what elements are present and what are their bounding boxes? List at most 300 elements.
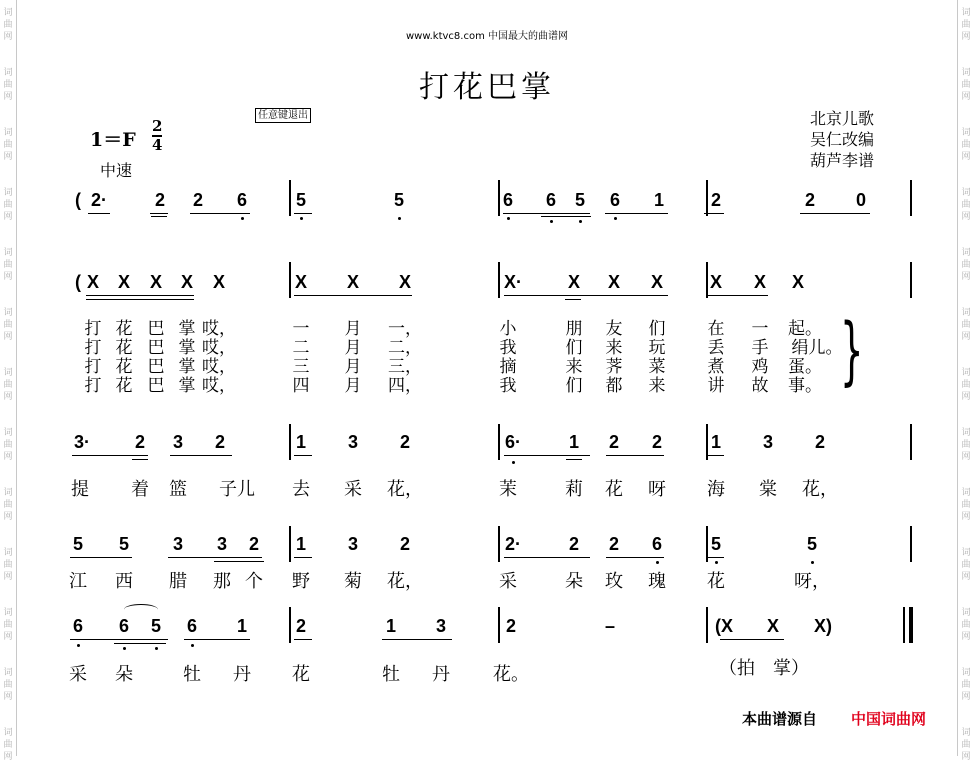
lyric: 呀， — [794, 571, 830, 592]
note: 5 — [710, 534, 722, 554]
lyric: 去 — [292, 479, 310, 500]
watermark-char: 曲 — [3, 260, 13, 270]
note: 6 — [609, 190, 621, 210]
verse-lyric: 小 — [499, 319, 517, 339]
verse-lyric: 都 — [605, 376, 623, 396]
note: 2 — [399, 432, 411, 452]
verse-lyric: 起。 — [788, 319, 822, 339]
verse-lyric: 煮 — [707, 357, 725, 377]
octave-dot — [507, 217, 510, 220]
verse-lyric: 事。 — [788, 376, 822, 396]
beam — [720, 639, 784, 640]
beam — [294, 557, 312, 558]
site-header: www.ktvc8.com 中国最大的曲谱网 — [405, 31, 568, 42]
lyric: 朵 — [115, 664, 133, 685]
beam — [190, 213, 250, 214]
clap-note: X — [149, 272, 163, 292]
verse-lyric: 一 — [292, 319, 310, 339]
note: 2 — [214, 432, 226, 452]
verse-lyric: 哎， — [202, 319, 236, 339]
barline — [910, 526, 912, 562]
tempo-marking: 中速 — [100, 161, 133, 180]
verse-lyric: 绢儿。 — [791, 338, 843, 358]
watermark-char: 曲 — [961, 440, 971, 450]
lyric: 篮 — [169, 479, 187, 500]
verse-lyric: 我 — [499, 376, 517, 396]
lyric: 海 — [707, 479, 725, 500]
note: 2 — [568, 534, 580, 554]
beam — [606, 455, 664, 456]
verse-lyric: 朋 — [565, 319, 583, 339]
octave-dot — [715, 561, 718, 564]
time-signature-bottom: 4 — [152, 136, 163, 154]
verse-brace: } — [840, 308, 864, 394]
octave-dot — [398, 217, 401, 220]
lyric: 花， — [387, 479, 423, 500]
note: 2 — [399, 534, 411, 554]
final-barline-thick — [909, 607, 913, 643]
lyric: 牡 — [382, 664, 400, 685]
watermark-char: 词 — [961, 248, 971, 258]
watermark-char: 曲 — [961, 80, 971, 90]
verse-lyric: 来 — [565, 357, 583, 377]
watermark-char: 曲 — [961, 680, 971, 690]
verse-lyric: 掌 — [178, 357, 196, 377]
barline — [289, 424, 291, 460]
beam — [294, 213, 312, 214]
note: 6 — [72, 616, 84, 636]
clap-note: X — [650, 272, 664, 292]
verse-lyric: 二， — [388, 338, 422, 358]
verse-lyric: 月 — [344, 376, 362, 396]
beam — [541, 216, 591, 217]
verse-lyric: 打 — [84, 338, 102, 358]
barline — [498, 424, 500, 460]
verse-lyric: 摘 — [499, 357, 517, 377]
beam — [151, 216, 167, 217]
watermark-char: 网 — [3, 512, 13, 522]
lyric: 子儿 — [219, 479, 255, 500]
watermark-char: 曲 — [961, 140, 971, 150]
barline — [706, 424, 708, 460]
watermark-char: 曲 — [3, 320, 13, 330]
lyric: 采 — [69, 664, 87, 685]
verse-lyric: 花 — [115, 357, 133, 377]
verse-lyric: 菜 — [648, 357, 666, 377]
note: 3 — [347, 432, 359, 452]
note: – — [604, 616, 616, 636]
lyric: 采 — [499, 571, 517, 592]
verse-lyric: 一， — [388, 319, 422, 339]
verse-lyric: 哎， — [202, 338, 236, 358]
barline — [498, 607, 500, 643]
watermark-char: 词 — [3, 188, 13, 198]
watermark-char: 词 — [961, 188, 971, 198]
clap-note: X — [117, 272, 131, 292]
lyric: 野 — [292, 571, 310, 592]
note: 2 — [814, 432, 826, 452]
credit-line: 吴仁改编 — [810, 130, 875, 149]
note: 1 — [295, 534, 307, 554]
note: 1 — [385, 616, 397, 636]
clap-note: X — [753, 272, 767, 292]
lyric: 玫 — [605, 571, 623, 592]
clap-note: X — [398, 272, 412, 292]
verse-lyric: 打 — [84, 357, 102, 377]
clap-note: X — [294, 272, 308, 292]
barline — [706, 526, 708, 562]
verse-lyric: 哎， — [202, 357, 236, 377]
note: 3 — [762, 432, 774, 452]
lyric: 牡 — [183, 664, 201, 685]
clap-note: X — [791, 272, 805, 292]
note: ( — [75, 190, 81, 210]
watermark-char: 词 — [961, 488, 971, 498]
watermark-char: 网 — [3, 92, 13, 102]
barline — [289, 180, 291, 216]
song-title: 打花巴掌 — [419, 70, 555, 105]
watermark-char: 词 — [961, 548, 971, 558]
octave-dot — [512, 461, 515, 464]
watermark-char: 网 — [961, 632, 971, 642]
watermark-char: 曲 — [961, 620, 971, 630]
watermark-char: 曲 — [3, 140, 13, 150]
verse-lyric: 巴 — [147, 319, 165, 339]
barline — [706, 262, 708, 298]
note: 2 — [154, 190, 166, 210]
note: 5 — [574, 190, 586, 210]
beam — [566, 459, 582, 460]
note: X) — [814, 616, 832, 636]
note: 1 — [236, 616, 248, 636]
watermark-char: 词 — [3, 308, 13, 318]
note: 2 — [192, 190, 204, 210]
watermark-char: 词 — [3, 608, 13, 618]
octave-dot — [656, 561, 659, 564]
note: 2 — [710, 190, 722, 210]
lyric: 茉 — [499, 479, 517, 500]
watermark-char: 网 — [3, 272, 13, 282]
watermark-char: 网 — [961, 392, 971, 402]
watermark-char: 网 — [961, 272, 971, 282]
clap-note: X — [180, 272, 194, 292]
beam — [86, 299, 194, 300]
beam — [184, 639, 250, 640]
time-signature — [152, 118, 162, 154]
note: 2· — [504, 534, 522, 554]
note: 3 — [172, 534, 184, 554]
watermark-char: 曲 — [3, 740, 13, 750]
verse-lyric: 故 — [751, 376, 769, 396]
note: 5 — [393, 190, 405, 210]
lyric: 花 — [605, 479, 623, 500]
note: 1 — [295, 432, 307, 452]
beam — [504, 557, 590, 558]
beam — [114, 643, 166, 644]
watermark-char: 词 — [3, 488, 13, 498]
watermark-char: 词 — [961, 608, 971, 618]
barline — [706, 607, 708, 643]
beam — [382, 639, 452, 640]
verse-lyric: 月 — [344, 338, 362, 358]
lyric: 棠 — [759, 479, 777, 500]
watermark-char: 词 — [961, 308, 971, 318]
verse-lyric: 打 — [84, 376, 102, 396]
octave-dot — [550, 220, 553, 223]
watermark-char: 曲 — [961, 560, 971, 570]
watermark-char: 词 — [3, 428, 13, 438]
verse-lyric: 月 — [344, 319, 362, 339]
clap-note: X — [212, 272, 226, 292]
verse-lyric: 二 — [292, 338, 310, 358]
lyric: 花 — [707, 571, 725, 592]
note: 2 — [608, 534, 620, 554]
watermark-char: 曲 — [961, 200, 971, 210]
watermark-char: 网 — [961, 752, 971, 762]
watermark-char: 网 — [3, 632, 13, 642]
watermark-char: 词 — [961, 728, 971, 738]
verse-lyric: 三 — [292, 357, 310, 377]
note: 1 — [568, 432, 580, 452]
exit-button[interactable]: 任意键退出 — [255, 108, 311, 123]
watermark-char: 网 — [961, 452, 971, 462]
verse-lyric: 掌 — [178, 376, 196, 396]
note: 3 — [435, 616, 447, 636]
note: 2 — [804, 190, 816, 210]
watermark-char: 网 — [3, 32, 13, 42]
note: 5 — [72, 534, 84, 554]
watermark-char: 曲 — [3, 680, 13, 690]
watermark-char: 网 — [3, 212, 13, 222]
clap-note: X· — [504, 272, 522, 292]
clap-note: ( — [75, 272, 81, 292]
note: 1 — [710, 432, 722, 452]
watermark-char: 词 — [961, 368, 971, 378]
barline — [910, 262, 912, 298]
octave-dot — [811, 561, 814, 564]
watermark-char: 词 — [3, 728, 13, 738]
note: 2 — [295, 616, 307, 636]
watermark-char: 曲 — [961, 260, 971, 270]
barline — [910, 424, 912, 460]
octave-dot — [155, 647, 158, 650]
watermark-char: 网 — [961, 212, 971, 222]
note: 6 — [186, 616, 198, 636]
verse-lyric: 巴 — [147, 376, 165, 396]
verse-lyric: 四 — [292, 376, 310, 396]
note: X — [766, 616, 780, 636]
lyric: 莉 — [565, 479, 583, 500]
verse-lyric: 花 — [115, 376, 133, 396]
key-signature: 1＝F — [90, 129, 136, 151]
barline — [289, 607, 291, 643]
lyric: 着 — [131, 479, 149, 500]
octave-dot — [77, 644, 80, 647]
watermark-char: 网 — [961, 512, 971, 522]
note: 3 — [216, 534, 228, 554]
barline — [289, 262, 291, 298]
watermark-char: 词 — [3, 248, 13, 258]
verse-lyric: 们 — [565, 338, 583, 358]
verse-lyric: 掌 — [178, 319, 196, 339]
note: 6· — [504, 432, 522, 452]
beam — [72, 455, 148, 456]
verse-lyric: 们 — [565, 376, 583, 396]
watermark-char: 网 — [961, 92, 971, 102]
verse-lyric: 一 — [751, 319, 769, 339]
watermark-char: 曲 — [961, 500, 971, 510]
watermark-char: 网 — [961, 692, 971, 702]
beam — [88, 213, 110, 214]
note: 6 — [502, 190, 514, 210]
verse-lyric: 友 — [605, 319, 623, 339]
barline — [498, 262, 500, 298]
note: (X — [715, 616, 733, 636]
credits — [810, 108, 874, 171]
verse-lyric: 在 — [707, 319, 725, 339]
barline — [910, 180, 912, 216]
clap-note: X — [709, 272, 723, 292]
beam — [70, 639, 168, 640]
watermark-char: 词 — [3, 368, 13, 378]
beam — [214, 561, 264, 562]
verse-lyric: 花 — [115, 338, 133, 358]
beam — [565, 299, 581, 300]
watermark-char: 网 — [3, 152, 13, 162]
lyric: 腊 — [169, 571, 187, 592]
beam — [294, 455, 312, 456]
note: 1 — [653, 190, 665, 210]
clap-note: X — [607, 272, 621, 292]
watermark-char: 曲 — [3, 200, 13, 210]
octave-dot — [300, 217, 303, 220]
verse-lyric: 巴 — [147, 338, 165, 358]
note: 6 — [545, 190, 557, 210]
beam — [150, 213, 168, 214]
clap-note: X — [567, 272, 581, 292]
beam — [294, 295, 412, 296]
watermark-char: 网 — [3, 392, 13, 402]
watermark-char: 词 — [3, 548, 13, 558]
verse-lyric: 来 — [648, 376, 666, 396]
beam — [606, 557, 664, 558]
lyric: 那 — [213, 571, 231, 592]
octave-dot — [123, 647, 126, 650]
note: 3 — [347, 534, 359, 554]
credit-line: 北京儿歌 — [810, 109, 875, 128]
watermark-char: 词 — [961, 8, 971, 18]
time-signature-top: 2 — [152, 117, 163, 135]
watermark-char: 曲 — [3, 560, 13, 570]
clap-note: X — [346, 272, 360, 292]
verse-lyric: 蛋。 — [788, 357, 822, 377]
beam — [86, 295, 194, 296]
barline — [289, 526, 291, 562]
watermark-char: 网 — [3, 452, 13, 462]
octave-dot — [241, 217, 244, 220]
beam — [294, 639, 312, 640]
watermark-char: 词 — [3, 8, 13, 18]
watermark-char: 曲 — [3, 440, 13, 450]
watermark-char: 词 — [961, 68, 971, 78]
footer-label: 本曲谱源自 — [742, 710, 818, 728]
note: 2· — [90, 190, 108, 210]
clap-label: （拍 掌） — [719, 658, 809, 679]
beam — [708, 557, 724, 558]
beam — [708, 455, 724, 456]
verse-lyric: 们 — [648, 319, 666, 339]
beam — [70, 557, 132, 558]
verse-lyric: 月 — [344, 357, 362, 377]
verse-lyric: 花 — [115, 319, 133, 339]
footer-brand-link[interactable]: 中国词曲网 — [851, 710, 927, 728]
barline — [498, 526, 500, 562]
watermark-char: 网 — [3, 692, 13, 702]
octave-dot — [191, 644, 194, 647]
lyric: 西 — [115, 571, 133, 592]
lyric: 江 — [69, 571, 87, 592]
lyric: 提 — [71, 479, 89, 500]
beam — [132, 459, 148, 460]
watermark-char: 网 — [3, 572, 13, 582]
octave-dot — [579, 220, 582, 223]
note: 2 — [651, 432, 663, 452]
watermark-char: 网 — [3, 332, 13, 342]
note: 5 — [806, 534, 818, 554]
lyric: 采 — [344, 479, 362, 500]
note: 6 — [651, 534, 663, 554]
verse-lyric: 手 — [751, 338, 769, 358]
lyric: 花， — [387, 571, 423, 592]
watermark-char: 词 — [3, 668, 13, 678]
beam — [605, 213, 668, 214]
lyric: 丹 — [233, 664, 251, 685]
note: 5 — [118, 534, 130, 554]
barline — [498, 180, 500, 216]
verse-lyric: 来 — [605, 338, 623, 358]
verse-lyric: 巴 — [147, 357, 165, 377]
lyric: 花， — [802, 479, 838, 500]
watermark-char: 曲 — [961, 20, 971, 30]
verse-lyric: 荠 — [605, 357, 623, 377]
watermark-char: 曲 — [3, 380, 13, 390]
note: 5 — [150, 616, 162, 636]
lyric: 花。 — [493, 664, 529, 685]
slur — [124, 604, 158, 615]
beam — [503, 213, 590, 214]
verse-lyric: 掌 — [178, 338, 196, 358]
beam — [170, 455, 232, 456]
watermark-char: 曲 — [3, 500, 13, 510]
credit-line: 葫芦李谱 — [810, 151, 875, 170]
beam — [504, 295, 668, 296]
watermark-char: 曲 — [961, 320, 971, 330]
watermark-char: 词 — [961, 428, 971, 438]
note: 5 — [295, 190, 307, 210]
verse-lyric: 四， — [388, 376, 422, 396]
beam — [708, 295, 768, 296]
lyric: 丹 — [432, 664, 450, 685]
watermark-char: 网 — [961, 32, 971, 42]
verse-lyric: 玩 — [648, 338, 666, 358]
verse-lyric: 哎， — [202, 376, 236, 396]
barline — [706, 180, 708, 216]
watermark-char: 词 — [961, 668, 971, 678]
verse-lyric: 鸡 — [751, 357, 769, 377]
clap-note: X — [86, 272, 100, 292]
watermark-char: 曲 — [961, 740, 971, 750]
note: 2 — [134, 432, 146, 452]
